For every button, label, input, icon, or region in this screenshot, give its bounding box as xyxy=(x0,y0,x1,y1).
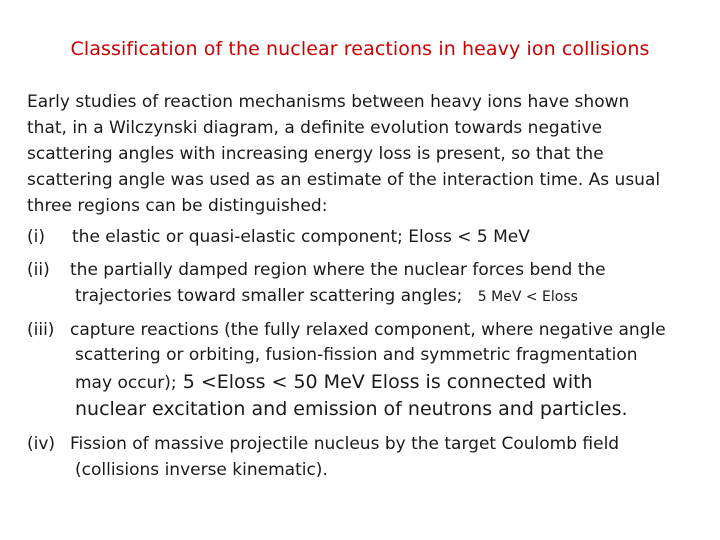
item-iii-line-4: nuclear excitation and emission of neutrons and particles. xyxy=(75,398,628,420)
slide-title: Classification of the nuclear reactions in heavy ion collisions xyxy=(70,38,650,60)
item-ii-eloss-range: 5 MeV < Eloss xyxy=(477,289,578,305)
intro-line-5: three regions can be distinguished: xyxy=(27,196,328,216)
item-ii-line-2 xyxy=(75,284,578,309)
intro-line-4: scattering angle was used as an estimate of the interaction time. As usual xyxy=(27,170,661,190)
item-iv-line-2: (collisions inverse kinematic). xyxy=(75,460,328,480)
item-iii-line-3 xyxy=(75,369,593,395)
item-marker-ii: (ii) xyxy=(27,260,50,280)
intro-line-2: that, in a Wilczynski diagram, a definite evolution towards negative xyxy=(27,118,603,138)
item-marker-i: (i) xyxy=(27,227,45,247)
item-iii-line-3-text: may occur); xyxy=(75,373,177,393)
item-ii-line-1: the partially damped region where the nuclear forces bend the xyxy=(70,260,606,280)
item-iii-eloss-range: 5 <Eloss < 50 MeV Eloss is connected with xyxy=(176,371,593,393)
intro-line-3: scattering angles with increasing energy loss is present, so that the xyxy=(27,144,604,164)
intro-line-1: Early studies of reaction mechanisms between heavy ions have shown xyxy=(27,92,630,112)
item-marker-iv: (iv) xyxy=(27,434,56,454)
item-i-line-1: the elastic or quasi-elastic component; Eloss < 5 MeV xyxy=(72,227,530,247)
item-iv-line-1: Fission of massive projectile nucleus by the target Coulomb field xyxy=(70,434,620,454)
item-marker-iii: (iii) xyxy=(27,320,55,340)
item-iii-line-1: capture reactions (the fully relaxed component, where negative angle xyxy=(70,320,666,340)
item-iii-line-2: scattering or orbiting, fusion-fission and symmetric fragmentation xyxy=(75,345,638,365)
item-ii-line-2-text: trajectories toward smaller scattering angles; xyxy=(75,286,463,306)
